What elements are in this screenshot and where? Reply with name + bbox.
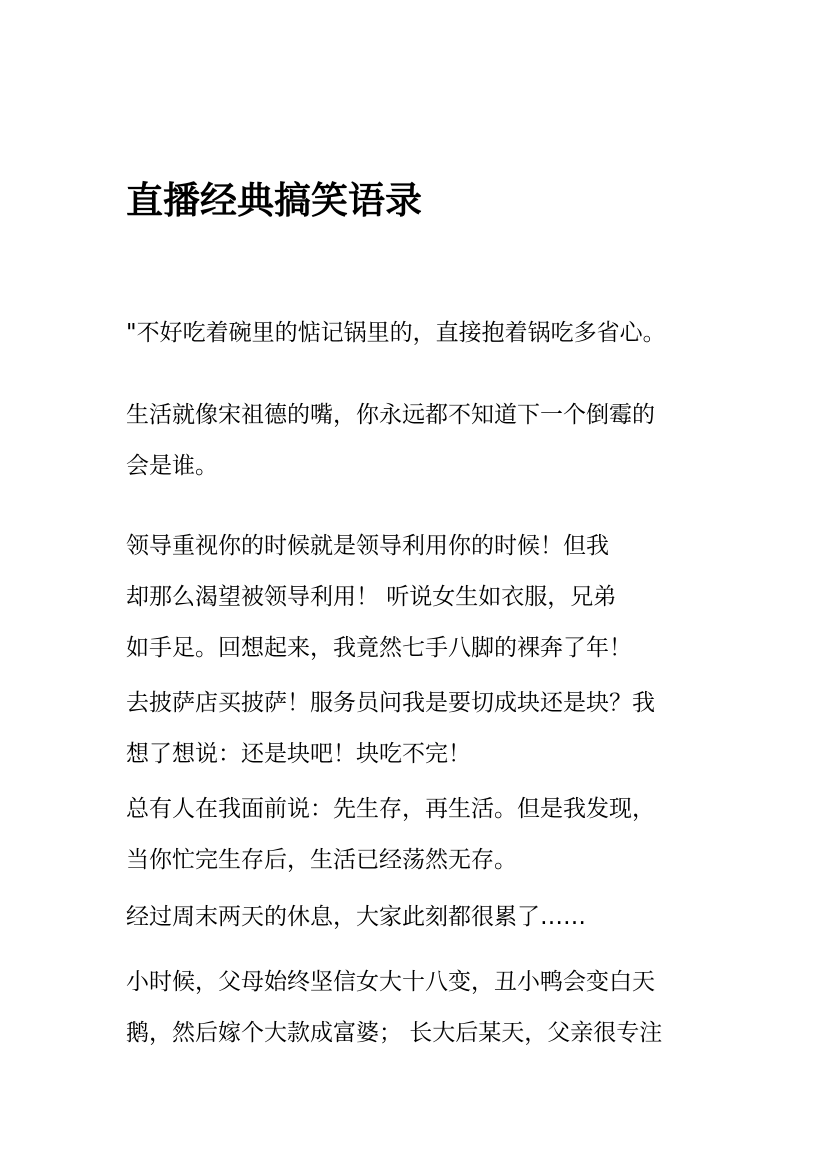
text-line: 去披萨店买披萨！服务员问我是要切成块还是块？我 — [126, 690, 655, 716]
text-line: 会是谁。 — [126, 453, 218, 479]
text-line: 领导重视你的时候就是领导利用你的时候！但我 — [126, 533, 609, 559]
text-line: 总有人在我面前说：先生存，再生活。但是我发现， — [126, 796, 655, 822]
document-title: 直播经典搞笑语录 — [126, 179, 422, 222]
text-line: "不好吃着碗里的惦记锅里的，直接抱着锅吃多省心。 — [126, 320, 666, 346]
text-line: 如手足。回想起来，我竟然七手八脚的裸奔了年！ — [126, 635, 632, 661]
text-line: 经过周末两天的休息，大家此刻都很累了…… — [126, 904, 586, 930]
text-line: 想了想说：还是块吧！块吃不完！ — [126, 741, 471, 767]
text-line: 当你忙完生存后，生活已经荡然无存。 — [126, 847, 517, 873]
text-line: 却那么渴望被领导利用！ 听说女生如衣服，兄弟 — [126, 584, 617, 610]
text-line: 生活就像宋祖德的嘴，你永远都不知道下一个倒霉的 — [126, 402, 655, 428]
text-line: 鹅，然后嫁个大款成富婆； 长大后某天，父亲很专注 — [126, 1020, 663, 1046]
text-line: 小时候，父母始终坚信女大十八变，丑小鸭会变白天 — [126, 969, 655, 995]
